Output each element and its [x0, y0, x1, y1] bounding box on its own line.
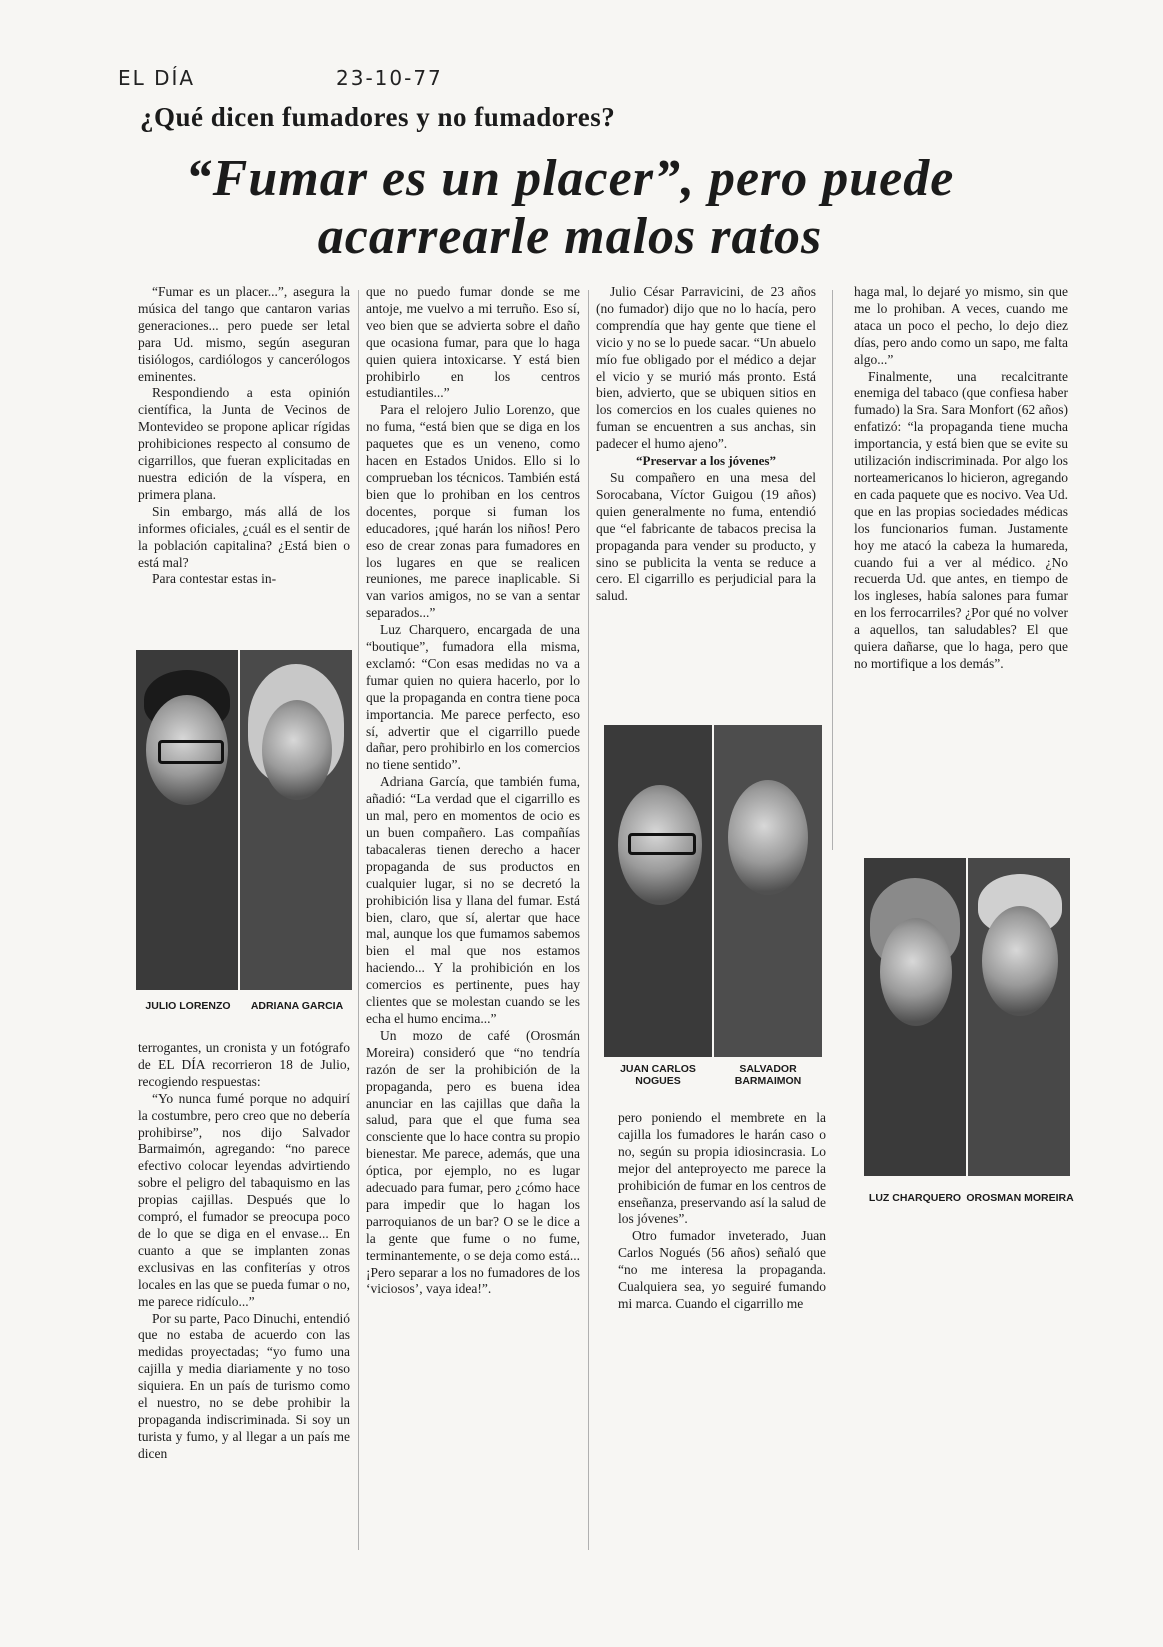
column-2 — [366, 284, 580, 1549]
column-1-bottom — [138, 1040, 350, 1540]
paragraph: que no puedo fumar donde se me antoje, me vuelvo a mi terruño. Eso sí, veo bien que se advierta sobre el daño que ocasiona fumar, para que lo haga quien quiera intoxicarse. Y está bien prohibirlo en los centros estudiantiles...” — [366, 284, 580, 401]
paragraph: Un mozo de café (Orosmán Moreira) consideró que “no tendría razón de ser la prohibición de la propaganda, pero es buena idea anunciar en las cajillas que daña la salud, para que el que fuma sea consciente que lo hace contra su propio bienestar. Me parece, además, que una óptica, por ejemplo, no es lugar adecuado para fumar, pero ¿cómo hace para impedir que lo hagan los parroquianos de un bar? O se le dice a la gente que fume o no fume, terminantemente, o se deja como está... ¡Pero separar a los no fumadores de los ‘viciosos’, vaya idea!”. — [366, 1027, 580, 1297]
column-rule — [588, 290, 589, 1550]
photo-luz-charquero — [864, 858, 966, 1176]
paragraph: Adriana García, que también fuma, añadió: “La verdad que el cigarrillo es un mal, pero en momentos de ocio es un buen compañero. Las compañías tabacaleras tienen derecho a hacer propaganda de sus productos en cualquier lugar, si no se decretó la prohibición lisa y llana del fumar. Está bien, claro, que sí, alertar que hace mal, aunque los que fumamos sabemos bien el mal que nos estamos haciendo... Y la prohibición en los comercios es pertinente, pues hay clientes que se molestan cuando se les echa el humo encima...” — [366, 774, 580, 1026]
column-4 — [854, 284, 1068, 834]
photo-salvador-barmaimon — [714, 725, 822, 1057]
paragraph: Otro fumador inveterado, Juan Carlos Nogués (56 años) señaló que “no me interesa la propaganda. Cualquiera sea, yo seguiré fumando mi marca. Cuando el cigarrillo me — [618, 1228, 826, 1311]
caption-orosman-moreira: OROSMAN MOREIRA — [966, 1192, 1074, 1204]
paragraph: haga mal, lo dejaré yo mismo, sin que me lo prohiban. A veces, cuando me ataca un poco el pecho, lo dejo diez días, pero ando como un sapo, me falta algo...” — [854, 284, 1068, 367]
caption-salvador-barmaimon: SALVADOR BARMAIMON — [734, 1063, 802, 1087]
paragraph: Luz Charquero, encargada de una “boutique”, fumadora ella misma, exclamó: “Con esas medidas no va a fumar quien no quiera hacerlo, por lo que la propaganda en contra tiene poca importancia. Me parece perfecto, eso sí, advertir que el cigarrillo puede dañar, pero prohibirlo en los comercios no tiene sentido”. — [366, 622, 580, 773]
column-1-top — [138, 284, 350, 610]
kicker-question: ¿Qué dicen fumadores y no fumadores? — [140, 102, 616, 132]
caption-luz-charquero: LUZ CHARQUERO — [868, 1192, 962, 1204]
paragraph: Su compañero en una mesa del Sorocabana, Víctor Guigou (19 años) quien generalmente no fuma, entendió que “el fabricante de tabacos precisa la propaganda para vender su producto, y sino se publicita la venta se reduce a cero. El cigarrillo es perjudicial para la salud. — [596, 469, 816, 604]
photo-orosman-moreira — [968, 858, 1070, 1176]
paragraph: Para contestar estas in- — [152, 571, 277, 587]
column-rule — [832, 290, 833, 850]
column-3-bottom — [618, 1110, 826, 1380]
photo-julio-lorenzo — [136, 650, 238, 990]
paragraph: Respondiendo a esta opinión científica, la Junta de Vecinos de Montevideo se propone aplicar rígidas prohibiciones respecto al consumo de cigarrillos, que fueran explicitadas en nuestra edición de la víspera, en primera plana. — [138, 385, 350, 502]
caption-adriana-garcia: ADRIANA GARCIA — [250, 1000, 344, 1012]
photo-adriana-garcia — [240, 650, 352, 990]
paragraph: pero poniendo el membrete en la cajilla los fumadores le harán caso o no, según su propia idiosincrasia. Lo mejor del anteproyecto me parece la prohibición de fumar en los centros de enseñanza, preservando así la salud de los jóvenes”. — [618, 1110, 826, 1227]
paragraph: terrogantes, un cronista y un fotógrafo de EL DÍA recorrieron 18 de Julio, recogiendo respuestas: — [138, 1040, 350, 1089]
handwritten-source: EL DÍA — [118, 66, 196, 90]
subhead: “Preservar a los jóvenes” — [636, 453, 776, 469]
paragraph: Por su parte, Paco Dinuchi, entendió que no estaba de acuerdo con las medidas proyectadas; “yo fumo una cajilla y media diariamente y no toso siquiera. En un país de turismo como el nuestro, no se debe prohibir la propaganda indiscriminada. Si soy un turista y fumo, y al llegar a un país me dicen — [138, 1310, 350, 1461]
column-3-top — [596, 284, 816, 694]
paragraph: “Fumar es un placer...”, asegura la música del tango que cantaron varias generaciones... pero puede ser letal para Ud. mismo, según aseguran tisiólogos, cardiólogos y cancerólogos eminentes. — [138, 284, 350, 384]
paragraph: Finalmente, una recalcitrante enemiga del tabaco (que confiesa haber fumado) la Sra. Sara Monfort (62 años) enfatizó: “la propaganda tiene mucha importancia, y está bien que se evite su utilización indiscriminada. Por algo los norteamericanos lo hicieron, agregando en cada paquete que es nocivo. Vea Ud. que en las propias sociedades médicas los funcionarios fuman. Justamente hoy me atacó la cabeza la humareda, cuando fui a ver al médico. ¿No recuerda Ud. que antes, en tiempo de los ingleses, había salones para fumar en los ferrocarriles? ¿Por qué no volver a aquellos, tan saludables? El que quiera dañarse, que lo haga, pero que no mortifique a los demás”. — [854, 368, 1068, 671]
headline: “Fumar es un placer”, pero puede acarrearle malos ratos — [185, 150, 955, 265]
paragraph: Sin embargo, más allá de los informes oficiales, ¿cuál es el sentir de la población capitalina? ¿Está bien o está mal? — [138, 503, 350, 570]
handwritten-date: 23-10-77 — [336, 66, 443, 90]
caption-julio-lorenzo: JULIO LORENZO — [145, 1000, 231, 1012]
paragraph: “Yo nunca fumé porque no adquirí la costumbre, pero creo que no debería prohibirse”, nos dijo Salvador Barmaimón, agregando: “no parece efectivo colocar leyendas advirtiendo sobre el peligro del tabaquismo en las propias cajillas. Después que lo compró, el fumador se preocupa poco de lo que se diga en el envase... En cuanto a que se implanten zonas exclusivas en las confiterías y otros locales en las que se pueda fumar o no, me parece ridículo...” — [138, 1090, 350, 1309]
caption-juan-carlos-nogues: JUAN CARLOS NOGUES — [620, 1063, 696, 1087]
column-rule — [358, 290, 359, 1550]
paragraph: Julio César Parravicini, de 23 años (no fumador) dijo que no lo hacía, pero comprendía que hay gente que tiene el vicio y no se lo puede sacar. “Un abuelo mío fue obligado por el médico a dejar el vicio y se murió más pronto. Está bien, advierto, que se ubiquen sitios en los comercios en los cuales quienes no fuman se encuentren a sus anchas, sin padecer el humo ajeno”. — [596, 284, 816, 452]
paragraph: Para el relojero Julio Lorenzo, que no fuma, “está bien que se diga en los paquetes que es un veneno, como hacen en Estados Unidos. Ello si lo comprueban los técnicos. También está bien que lo prohiban en los centros docentes, porque si fuman los educadores, ¡qué harán los niños! Pero eso de crear zonas para fumadores en los lugares en que se realicen reuniones, me parece inaplicable. Si van varios amigos, no se van a sentar separados...” — [366, 402, 580, 621]
photo-juan-carlos-nogues — [604, 725, 712, 1057]
